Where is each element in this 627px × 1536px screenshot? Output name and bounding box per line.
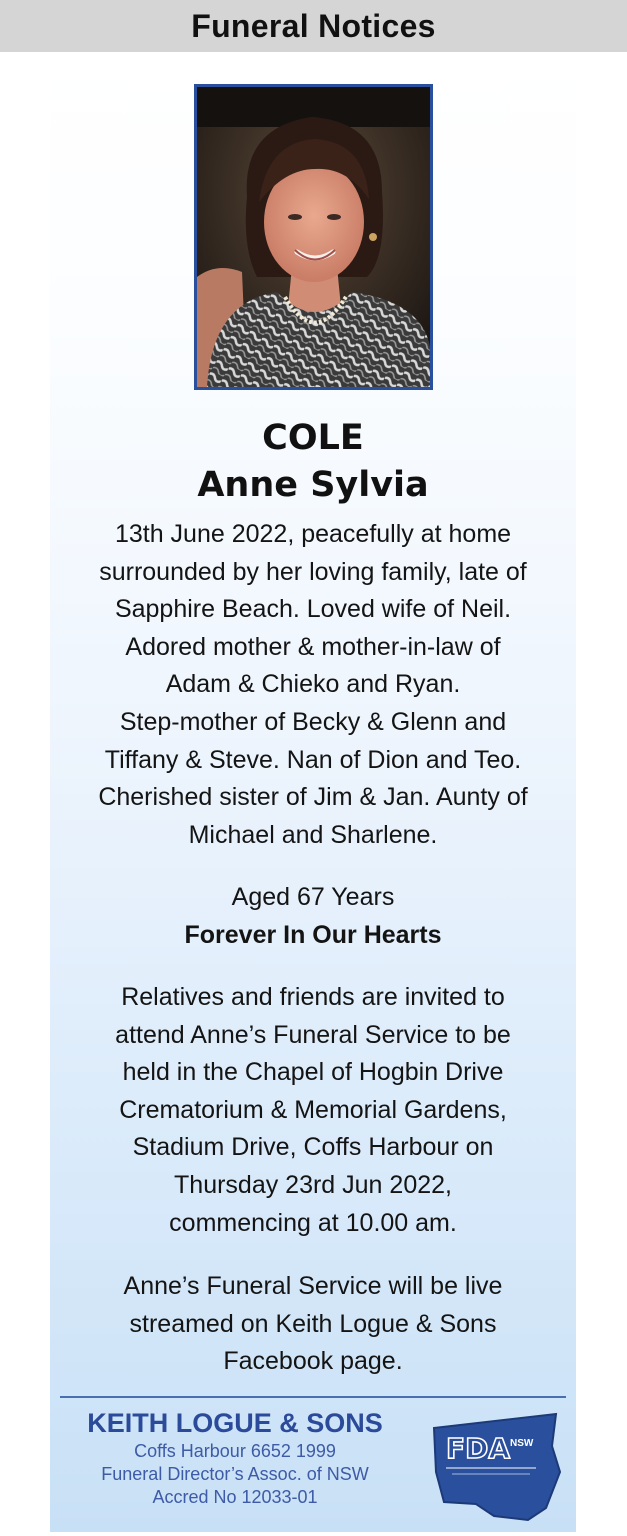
bio-line: Step-mother of Becky & Glenn and bbox=[119, 707, 507, 736]
service-details-paragraph bbox=[50, 979, 576, 1242]
stream-line: Anne’s Funeral Service will be live bbox=[123, 1272, 503, 1300]
service-line: held in the Chapel of Hogbin Drive bbox=[122, 1058, 504, 1087]
bio-line: surrounded by her loving family, late of bbox=[99, 557, 527, 586]
livestream-paragraph bbox=[50, 1268, 576, 1381]
bio-line: Tiffany & Steve. Nan of Dion and Teo. bbox=[104, 745, 522, 774]
funeral-director-block bbox=[60, 1406, 410, 1509]
deceased-given-names: Anne Sylvia bbox=[197, 465, 429, 505]
director-name: KEITH LOGUE & SONS bbox=[87, 1408, 383, 1438]
deceased-surname: COLE bbox=[262, 418, 364, 458]
bio-line: Adored mother & mother-in-law of bbox=[125, 632, 501, 661]
director-association: Funeral Director’s Assoc. of NSW bbox=[101, 1464, 369, 1484]
fda-nsw-logo-icon bbox=[432, 1412, 562, 1522]
header-bar bbox=[0, 0, 627, 52]
tagline-text: Forever In Our Hearts bbox=[184, 921, 442, 949]
service-line: Stadium Drive, Coffs Harbour on bbox=[132, 1133, 494, 1162]
service-line: Thursday 23rd Jun 2022, bbox=[174, 1170, 452, 1199]
page-title: Funeral Notices bbox=[191, 7, 436, 44]
bio-line: 13th June 2022, peacefully at home bbox=[114, 520, 512, 548]
logo-state-text: NSW bbox=[510, 1438, 534, 1449]
service-line: attend Anne’s Funeral Service to be bbox=[115, 1020, 511, 1049]
service-line: Crematorium & Memorial Gardens, bbox=[119, 1095, 507, 1124]
director-accreditation: Accred No 12033-01 bbox=[152, 1487, 318, 1507]
bio-line: Cherished sister of Jim & Jan. Aunty of bbox=[98, 783, 528, 812]
bio-line: Sapphire Beach. Loved wife of Neil. bbox=[114, 595, 512, 624]
bio-line: Michael and Sharlene. bbox=[188, 820, 438, 849]
funeral-notice bbox=[50, 62, 576, 1532]
age-line bbox=[50, 879, 576, 917]
service-line: Relatives and friends are invited to bbox=[121, 983, 505, 1011]
logo-text: FDA bbox=[446, 1432, 511, 1465]
portrait-photo bbox=[194, 84, 433, 390]
tagline bbox=[50, 917, 576, 955]
biography-paragraph bbox=[50, 516, 576, 854]
bio-line: Adam & Chieko and Ryan. bbox=[165, 670, 461, 699]
director-phone: Coffs Harbour 6652 1999 bbox=[134, 1441, 336, 1461]
stream-line: Facebook page. bbox=[223, 1347, 403, 1376]
age-text: Aged 67 Years bbox=[231, 883, 395, 911]
stream-line: streamed on Keith Logue & Sons bbox=[129, 1309, 497, 1338]
footer-divider bbox=[60, 1396, 566, 1398]
service-line: commencing at 10.00 am. bbox=[169, 1208, 457, 1237]
